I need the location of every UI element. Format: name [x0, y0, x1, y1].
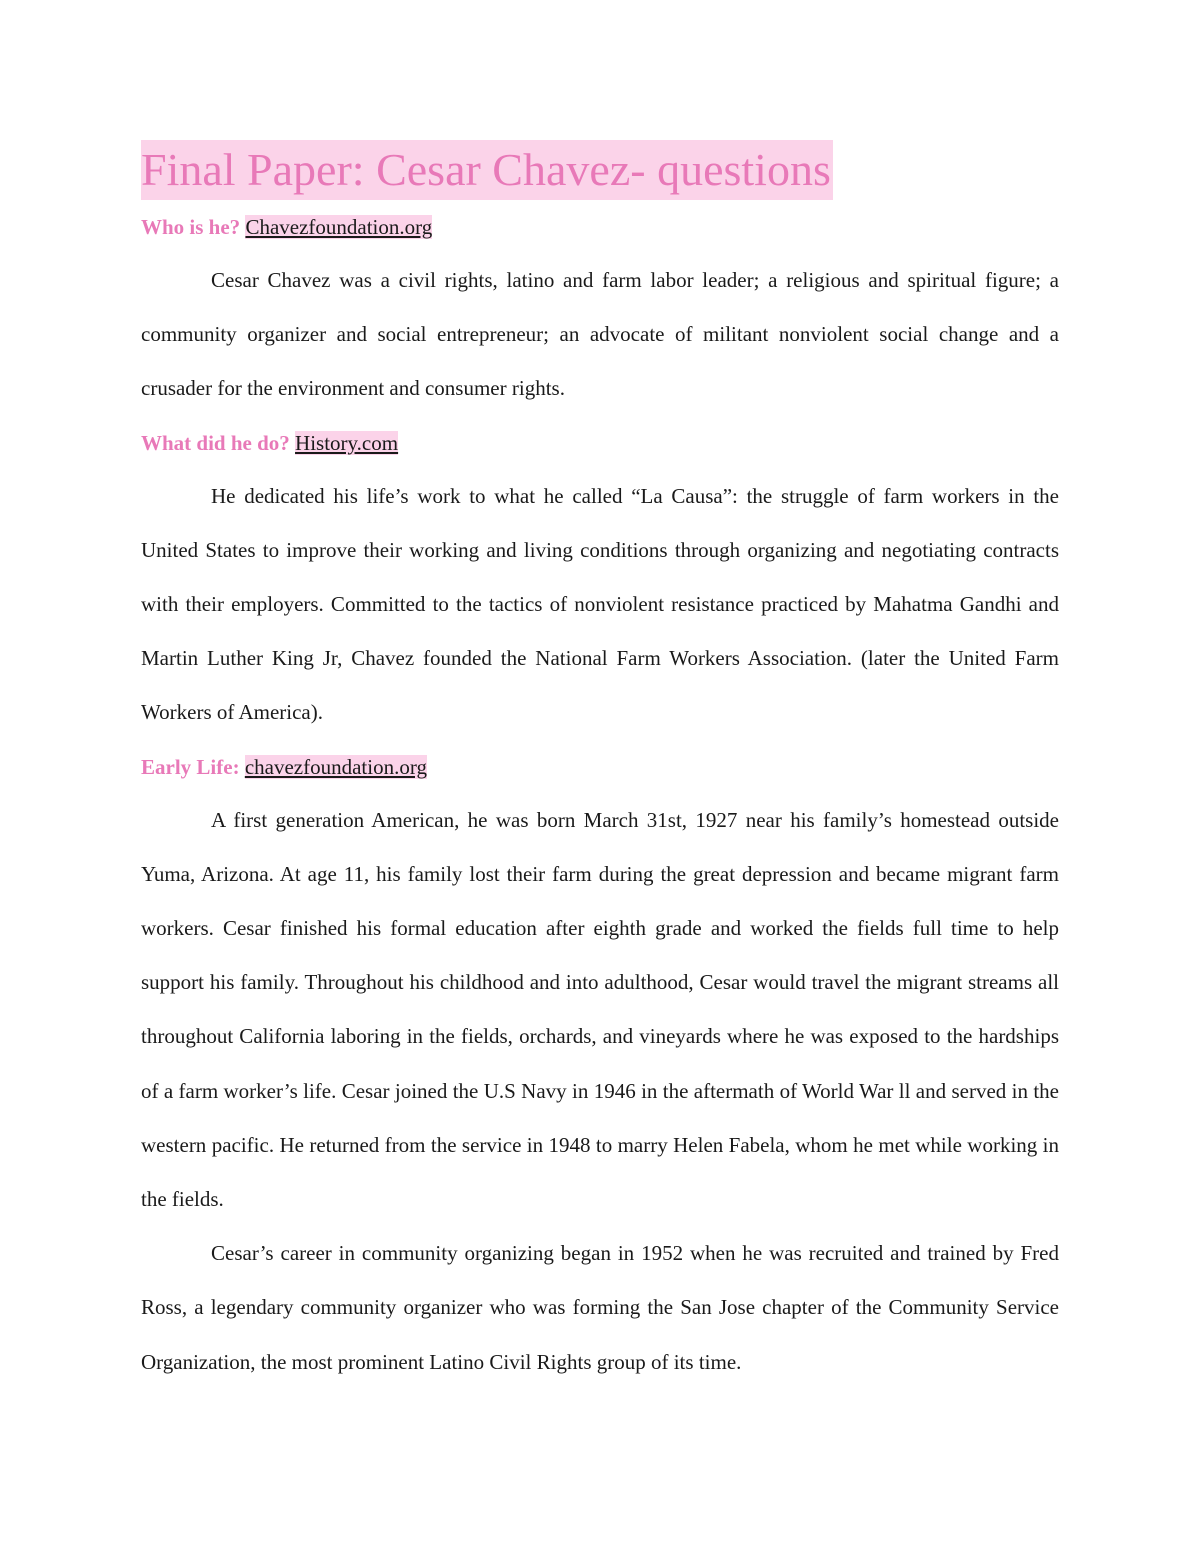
paragraph: He dedicated his life’s work to what he called “La Causa”: the struggle of farm workers in the United States to improve their working and living conditions through organizing and negotiating contracts with their employers. Committed to the tactics of nonviolent resistance practiced by Mahatma Gandhi and Martin Luther King Jr, Chavez founded the National Farm Workers Association. (later the United Farm Workers of America). [141, 483, 1059, 725]
section-heading-early-life [141, 752, 1059, 782]
section-heading-what [141, 428, 1059, 458]
paragraph: Cesar Chavez was a civil rights, latino and farm labor leader; a religious and spiritual figure; a community organizer and social entrepreneur; an advocate of militant nonviolent social change and a crusader for the environment and consumer rights. [141, 268, 1059, 401]
section-heading-label: Who is he? [141, 215, 241, 239]
source-link-chavezfoundation-early[interactable]: chavezfoundation.org [244, 754, 427, 779]
section-heading-label: Early Life: [141, 754, 240, 779]
section-heading-who [141, 212, 1059, 242]
document-title: Final Paper: Cesar Chavez- questions [141, 140, 833, 200]
paragraph: A first generation American, he was born March 31st, 1927 near his family’s homestead outside Yuma, Arizona. At age 11, his family lost their farm during the great depression and became migrant farm workers. Cesar finished his formal education after eighth grade and worked the fields full time to help support his family. Throughout his childhood and into adulthood, Cesar would travel the migrant streams all throughout California laboring in the fields, orchards, and vineyards where he was exposed to the hardships of a farm worker’s life. Cesar joined the U.S Navy in 1946 in the aftermath of World War ll and served in the western pacific. He returned from the service in 1948 to marry Helen Fabela, whom he met while working in the fields. [141, 807, 1059, 1212]
paragraph: Cesar’s career in community organizing began in 1952 when he was recruited and trained by Fred Ross, a legendary community organizer who was forming the San Jose chapter of the Community Service Organization, the most prominent Latino Civil Rights group of its time. [141, 1241, 1059, 1374]
section-heading-label: What did he do? [141, 430, 290, 455]
source-link-history[interactable]: History.com [295, 430, 399, 455]
source-link-chavezfoundation[interactable]: Chavezfoundation.org [245, 215, 433, 239]
document-page [141, 140, 1059, 1389]
